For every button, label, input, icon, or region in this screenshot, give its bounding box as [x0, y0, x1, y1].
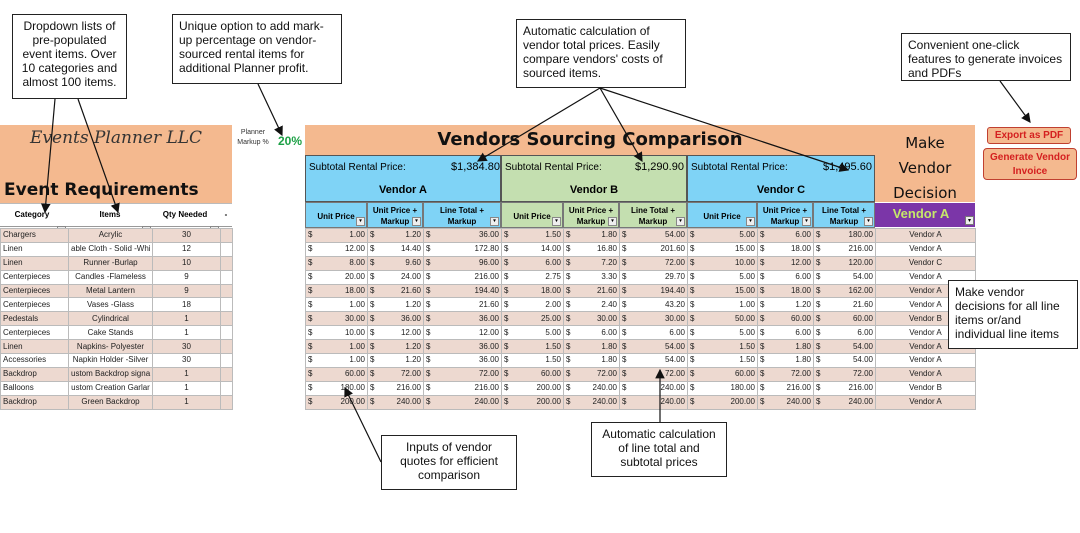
vendor-a-line-total-cell: $ 216.00 [424, 270, 502, 284]
item-cell[interactable]: Candles -Flameless [69, 270, 153, 284]
vendor-b-name: Vendor B [569, 184, 619, 196]
vendor-row [306, 354, 976, 368]
vendor-a-unit-price-cell[interactable]: $ 10.00 [306, 326, 368, 340]
vendor-row [306, 326, 976, 340]
item-cell[interactable]: Runner -Burlap [69, 256, 153, 270]
vendor-a-unit-markup-cell: $ 216.00 [368, 381, 424, 395]
requirement-row [1, 256, 233, 270]
vendor-c-subtotal: $1,495.60 [823, 161, 872, 173]
vendor-b-unit-markup-cell: $ 1.80 [564, 229, 620, 243]
qty-cell[interactable]: 18 [153, 298, 221, 312]
blank-cell [221, 312, 233, 326]
callout-inputs: Inputs of vendor quotes for efficient comparison [381, 435, 517, 490]
item-cell[interactable]: Napkin Holder -Silver [69, 354, 153, 368]
vendor-b-unit-markup-cell: $ 7.20 [564, 256, 620, 270]
vendor-a-unit-price-cell[interactable]: $ 1.00 [306, 229, 368, 243]
vendor-c-unit-markup-cell: $ 18.00 [758, 242, 814, 256]
vendor-b-line-total-cell: $ 72.00 [620, 256, 688, 270]
item-cell[interactable]: Cake Stands [69, 326, 153, 340]
requirement-row [1, 242, 233, 256]
vendor-a-line-total-cell: $ 21.60 [424, 298, 502, 312]
vendor-a-unit-markup-cell: $ 240.00 [368, 395, 424, 409]
vendor-c-unit-price-cell[interactable]: $ 50.00 [688, 312, 758, 326]
category-cell[interactable]: Centerpieces [1, 298, 69, 312]
requirements-table [0, 228, 233, 410]
blank-cell [221, 381, 233, 395]
vendor-b-unit-price-cell[interactable]: $ 18.00 [502, 284, 564, 298]
vendor-b-line-total-cell: $ 43.20 [620, 298, 688, 312]
qty-cell[interactable]: 1 [153, 367, 221, 381]
category-cell[interactable]: Centerpieces [1, 326, 69, 340]
blank-cell [221, 354, 233, 368]
vendor-a-unit-price-cell[interactable]: $ 200.00 [306, 395, 368, 409]
vendor-b-line-total-cell: $ 194.40 [620, 284, 688, 298]
vendor-b-unit-price-cell[interactable]: $ 200.00 [502, 381, 564, 395]
vendor-a-subtotal-label: Subtotal Rental Price: [309, 162, 406, 173]
item-cell[interactable]: Napkins- Polyester [69, 340, 153, 354]
vendor-b-subtotal-label: Subtotal Rental Price: [505, 162, 602, 173]
row-decision-select[interactable]: Vendor A [876, 354, 976, 368]
vendor-b-line-total-cell: $ 6.00 [620, 326, 688, 340]
vendor-b-line-total-cell: $ 54.00 [620, 354, 688, 368]
item-cell[interactable]: ustom Backdrop signa [69, 367, 153, 381]
vendor-a-line-total-cell: $ 72.00 [424, 367, 502, 381]
vendor-b-unit-price-cell[interactable]: $ 1.50 [502, 354, 564, 368]
filter-dropdown-icon[interactable]: ▾ [802, 217, 811, 226]
vendor-a-unit-price-cell[interactable]: $ 180.00 [306, 381, 368, 395]
vendor-c-line-total-cell: $ 6.00 [814, 326, 876, 340]
category-cell[interactable]: Backdrop [1, 367, 69, 381]
item-cell[interactable]: Vases -Glass [69, 298, 153, 312]
vendor-c-line-total-cell: $ 54.00 [814, 270, 876, 284]
row-decision-select[interactable]: Vendor B [876, 381, 976, 395]
vendor-a-unit-markup-cell: $ 1.20 [368, 354, 424, 368]
vendor-b-unit-markup-cell: $ 30.00 [564, 312, 620, 326]
item-cell[interactable]: able Cloth - Solid -Whi [69, 242, 153, 256]
vendor-b-line-total-cell: $ 30.00 [620, 312, 688, 326]
vendor-b-unit-price-cell[interactable]: $ 1.50 [502, 340, 564, 354]
vendor-a-line-total-cell: $ 96.00 [424, 256, 502, 270]
vendor-a-line-total-header: Line Total + Markup ▾ [423, 202, 501, 228]
vendor-c-unit-price-cell[interactable]: $ 5.00 [688, 229, 758, 243]
item-cell[interactable]: Green Backdrop [69, 395, 153, 409]
row-decision-select[interactable]: Vendor A [876, 326, 976, 340]
vendor-a-name: Vendor A [379, 184, 427, 196]
item-cell[interactable]: Metal Lantern [69, 284, 153, 298]
make-decision-label: Make Vendor Decision [893, 134, 957, 202]
callout-dropdown: Dropdown lists of pre-populated event items. Over 10 categories and almost 100 items. [12, 14, 127, 99]
vendor-a-unit-markup-cell: $ 1.20 [368, 229, 424, 243]
category-header[interactable]: Category [14, 210, 50, 219]
vendor-a-unit-price-cell[interactable]: $ 60.00 [306, 367, 368, 381]
vendor-b-line-total-cell: $ 54.00 [620, 229, 688, 243]
requirement-row [1, 284, 233, 298]
filter-dropdown-icon[interactable]: ▾ [356, 217, 365, 226]
vendor-b-unit-markup-header: Unit Price + Markup ▾ [563, 202, 619, 228]
vendor-b-line-total-cell: $ 240.00 [620, 381, 688, 395]
vendor-b-unit-price-cell[interactable]: $ 5.00 [502, 326, 564, 340]
qty-cell[interactable]: 1 [153, 381, 221, 395]
vendor-c-unit-price-cell[interactable]: $ 15.00 [688, 284, 758, 298]
vendor-a-unit-markup-cell: $ 36.00 [368, 312, 424, 326]
vendor-b-unit-price-header: Unit Price ▾ [501, 202, 563, 228]
vendor-c-unit-price-cell[interactable]: $ 10.00 [688, 256, 758, 270]
vendor-b-unit-markup-cell: $ 240.00 [564, 381, 620, 395]
arrow-to-buttons [1000, 81, 1030, 122]
vendor-b-line-total-cell: $ 54.00 [620, 340, 688, 354]
vendor-row [306, 395, 976, 409]
vendor-c-unit-price-header: Unit Price ▾ [687, 202, 757, 228]
vendor-c-line-total-cell: $ 54.00 [814, 340, 876, 354]
qty-cell[interactable]: 30 [153, 354, 221, 368]
qty-cell[interactable]: 1 [153, 326, 221, 340]
vendor-a-unit-price-cell[interactable]: $ 1.00 [306, 340, 368, 354]
vendor-b-line-total-cell: $ 72.00 [620, 367, 688, 381]
category-cell[interactable]: Linen [1, 340, 69, 354]
requirement-row [1, 340, 233, 354]
row-decision-select[interactable]: Vendor A [876, 298, 976, 312]
vendor-a-subtotal: $1,384.80 [451, 161, 500, 173]
qty-header[interactable]: Qty Needed [162, 210, 208, 219]
qty-cell[interactable]: 9 [153, 270, 221, 284]
blank-cell [221, 298, 233, 312]
vendor-c-unit-markup-cell: $ 18.00 [758, 284, 814, 298]
vendor-a-line-total-cell: $ 12.00 [424, 326, 502, 340]
vendor-b-line-total-header: Line Total + Markup ▾ [619, 202, 687, 228]
requirement-row [1, 270, 233, 284]
vendor-c-unit-markup-cell: $ 6.00 [758, 270, 814, 284]
vendor-c-unit-markup-cell: $ 72.00 [758, 367, 814, 381]
qty-cell[interactable]: 12 [153, 242, 221, 256]
vendor-b-unit-price-cell[interactable]: $ 2.00 [502, 298, 564, 312]
vendor-a-unit-markup-cell: $ 21.60 [368, 284, 424, 298]
vendor-c-line-total-header: Line Total + Markup ▾ [813, 202, 875, 228]
requirement-row [1, 395, 233, 409]
row-decision-select[interactable]: Vendor A [876, 367, 976, 381]
vendor-row [306, 284, 976, 298]
category-cell[interactable]: Linen [1, 242, 69, 256]
vendor-a-unit-markup-cell: $ 24.00 [368, 270, 424, 284]
qty-cell[interactable]: 1 [153, 395, 221, 409]
vendor-c-unit-markup-cell: $ 6.00 [758, 229, 814, 243]
blank-cell [221, 326, 233, 340]
blank-cell [221, 284, 233, 298]
vendor-b-line-total-cell: $ 201.60 [620, 242, 688, 256]
vendor-a-unit-price-cell[interactable]: $ 18.00 [306, 284, 368, 298]
callout-markup: Unique option to add mark-up percentage on vendor-sourced rental items for additional Planner profit. [172, 14, 342, 84]
vendor-a-unit-markup-cell: $ 9.60 [368, 256, 424, 270]
qty-cell[interactable]: 10 [153, 256, 221, 270]
category-cell[interactable]: Pedestals [1, 312, 69, 326]
callout-vendor-decision: Make vendor decisions for all line items or/and individual line items [948, 280, 1078, 349]
vendor-c-unit-price-cell[interactable]: $ 1.50 [688, 354, 758, 368]
vendor-b-unit-price-cell[interactable]: $ 1.50 [502, 229, 564, 243]
vendor-c-unit-markup-cell: $ 1.80 [758, 354, 814, 368]
generate-invoice-button[interactable]: Generate Vendor Invoice [983, 148, 1077, 180]
vendor-row [306, 340, 976, 354]
vendor-b-line-total-cell: $ 240.00 [620, 395, 688, 409]
vendor-c-unit-price-cell[interactable]: $ 180.00 [688, 381, 758, 395]
filter-dropdown-icon[interactable]: ▾ [412, 217, 421, 226]
vendor-c-unit-price-cell[interactable]: $ 60.00 [688, 367, 758, 381]
vendor-b-unit-price-cell[interactable]: $ 14.00 [502, 242, 564, 256]
vendor-c-line-total-cell: $ 120.00 [814, 256, 876, 270]
filter-dropdown-icon[interactable]: ▾ [490, 217, 499, 226]
export-pdf-button[interactable]: Export as PDF [987, 127, 1071, 144]
vendor-b-subtotal: $1,290.90 [635, 161, 684, 173]
vendor-b-unit-markup-cell: $ 1.80 [564, 354, 620, 368]
vendor-c-line-total-cell: $ 216.00 [814, 381, 876, 395]
vendor-b-unit-markup-cell: $ 240.00 [564, 395, 620, 409]
vendor-a-unit-price-cell[interactable]: $ 8.00 [306, 256, 368, 270]
vendor-a-line-total-cell: $ 36.00 [424, 229, 502, 243]
blank-cell [221, 270, 233, 284]
vendor-c-line-total-cell: $ 240.00 [814, 395, 876, 409]
requirement-row [1, 312, 233, 326]
vendor-b-unit-price-cell[interactable]: $ 2.75 [502, 270, 564, 284]
row-decision-select[interactable]: Vendor A [876, 284, 976, 298]
vendor-a-unit-price-cell[interactable]: $ 30.00 [306, 312, 368, 326]
blank-cell [221, 256, 233, 270]
dash-header: - [224, 210, 228, 219]
vendor-quotes-table [305, 228, 976, 410]
vendor-c-unit-price-cell[interactable]: $ 5.00 [688, 326, 758, 340]
category-cell[interactable]: Backdrop [1, 395, 69, 409]
item-cell[interactable]: ustom Creation Garlar [69, 381, 153, 395]
global-decision-dropdown-icon[interactable]: ▾ [965, 216, 974, 225]
qty-cell[interactable]: 1 [153, 312, 221, 326]
vendor-a-line-total-cell: $ 36.00 [424, 340, 502, 354]
requirement-row [1, 381, 233, 395]
blank-cell [221, 395, 233, 409]
row-decision-select[interactable]: Vendor A [876, 242, 976, 256]
vendor-b-unit-markup-cell: $ 1.80 [564, 340, 620, 354]
vendor-c-unit-markup-cell: $ 1.80 [758, 340, 814, 354]
vendor-a-line-total-cell: $ 36.00 [424, 354, 502, 368]
vendor-c-unit-price-cell[interactable]: $ 1.50 [688, 340, 758, 354]
category-cell[interactable]: Linen [1, 256, 69, 270]
row-decision-select[interactable]: Vendor A [876, 270, 976, 284]
vendor-a-line-total-cell: $ 172.80 [424, 242, 502, 256]
vendor-row [306, 298, 976, 312]
category-cell[interactable]: Centerpieces [1, 270, 69, 284]
vendor-a-unit-price-cell[interactable]: $ 12.00 [306, 242, 368, 256]
vendor-b-unit-price-cell[interactable]: $ 6.00 [502, 256, 564, 270]
company-name: Events Planner LLC [30, 128, 203, 148]
vendor-b-unit-markup-cell: $ 3.30 [564, 270, 620, 284]
requirement-row [1, 298, 233, 312]
row-decision-select[interactable]: Vendor C [876, 256, 976, 270]
row-decision-select[interactable]: Vendor B [876, 312, 976, 326]
qty-cell[interactable]: 30 [153, 229, 221, 243]
blank-cell [221, 340, 233, 354]
row-decision-select[interactable]: Vendor A [876, 229, 976, 243]
filter-dropdown-icon[interactable]: ▾ [676, 217, 685, 226]
vendor-row [306, 270, 976, 284]
filter-dropdown-icon[interactable]: ▾ [746, 217, 755, 226]
global-decision-value: Vendor A [892, 206, 950, 221]
vendor-c-unit-price-cell[interactable]: $ 5.00 [688, 270, 758, 284]
vendor-c-unit-markup-cell: $ 216.00 [758, 381, 814, 395]
vendor-c-line-total-cell: $ 72.00 [814, 367, 876, 381]
planner-markup-value[interactable]: 20% [278, 134, 303, 148]
filter-dropdown-icon[interactable]: ▾ [864, 217, 873, 226]
vendor-a-line-total-cell: $ 240.00 [424, 395, 502, 409]
qty-cell[interactable]: 30 [153, 340, 221, 354]
vendor-a-unit-markup-cell: $ 1.20 [368, 298, 424, 312]
vendor-b-line-total-cell: $ 29.70 [620, 270, 688, 284]
vendor-c-line-total-cell: $ 21.60 [814, 298, 876, 312]
vendor-row [306, 367, 976, 381]
vendor-c-unit-markup-cell: $ 6.00 [758, 326, 814, 340]
requirement-row [1, 367, 233, 381]
category-cell[interactable]: Chargers [1, 229, 69, 243]
category-cell[interactable]: Accessories [1, 354, 69, 368]
vendor-a-unit-price-cell[interactable]: $ 1.00 [306, 354, 368, 368]
callout-line-total: Automatic calculation of line total and subtotal prices [591, 422, 727, 477]
vendor-c-subtotal-label: Subtotal Rental Price: [691, 162, 788, 173]
vendor-b-unit-markup-cell: $ 16.80 [564, 242, 620, 256]
vendor-a-unit-price-cell[interactable]: $ 20.00 [306, 270, 368, 284]
filter-dropdown-icon[interactable]: ▾ [552, 217, 561, 226]
vendor-a-line-total-cell: $ 36.00 [424, 312, 502, 326]
vendor-c-line-total-cell: $ 162.00 [814, 284, 876, 298]
vendor-c-unit-markup-cell: $ 60.00 [758, 312, 814, 326]
vendor-a-line-total-cell: $ 194.40 [424, 284, 502, 298]
vendor-c-unit-markup-cell: $ 12.00 [758, 256, 814, 270]
requirement-row [1, 229, 233, 243]
vendor-c-name: Vendor C [756, 184, 806, 196]
vendor-c-line-total-cell: $ 60.00 [814, 312, 876, 326]
vendor-c-unit-price-cell[interactable]: $ 200.00 [688, 395, 758, 409]
category-cell[interactable]: Balloons [1, 381, 69, 395]
row-decision-select[interactable]: Vendor A [876, 395, 976, 409]
vendor-a-line-total-cell: $ 216.00 [424, 381, 502, 395]
vendor-c-line-total-cell: $ 216.00 [814, 242, 876, 256]
blank-cell [221, 229, 233, 243]
vendor-b-unit-price-cell[interactable]: $ 60.00 [502, 367, 564, 381]
vendor-c-unit-markup-cell: $ 1.20 [758, 298, 814, 312]
vendor-a-unit-markup-cell: $ 1.20 [368, 340, 424, 354]
qty-cell[interactable]: 9 [153, 284, 221, 298]
filter-dropdown-icon[interactable]: ▾ [608, 217, 617, 226]
vendor-a-unit-markup-cell: $ 12.00 [368, 326, 424, 340]
vendor-b-unit-markup-cell: $ 21.60 [564, 284, 620, 298]
vendor-c-unit-markup-cell: $ 240.00 [758, 395, 814, 409]
requirement-row [1, 326, 233, 340]
vendor-a-unit-markup-cell: $ 72.00 [368, 367, 424, 381]
vendor-row [306, 242, 976, 256]
vendor-a-unit-price-header: Unit Price ▾ [305, 202, 367, 228]
vendor-a-unit-markup-cell: $ 14.40 [368, 242, 424, 256]
planner-markup-label: Planner Markup % [237, 129, 269, 146]
vendor-row [306, 256, 976, 270]
row-decision-select[interactable]: Vendor A [876, 340, 976, 354]
blank-cell [221, 242, 233, 256]
vendor-b-unit-price-cell[interactable]: $ 25.00 [502, 312, 564, 326]
item-cell[interactable]: Acrylic [69, 229, 153, 243]
vendor-a-unit-price-cell[interactable]: $ 1.00 [306, 298, 368, 312]
item-cell[interactable]: Cylindrical [69, 312, 153, 326]
blank-cell [221, 367, 233, 381]
vendor-row [306, 381, 976, 395]
vendor-c-unit-price-cell[interactable]: $ 15.00 [688, 242, 758, 256]
vendor-c-line-total-cell: $ 180.00 [814, 229, 876, 243]
vendor-b-unit-markup-cell: $ 6.00 [564, 326, 620, 340]
vendor-b-unit-price-cell[interactable]: $ 200.00 [502, 395, 564, 409]
vendor-c-unit-markup-header: Unit Price + Markup ▾ [757, 202, 813, 228]
event-requirements-heading: Event Requirements [4, 180, 199, 200]
vendor-c-unit-price-cell[interactable]: $ 1.00 [688, 298, 758, 312]
page-title: Vendors Sourcing Comparison [437, 129, 743, 150]
vendor-c-line-total-cell: $ 54.00 [814, 354, 876, 368]
vendor-a-unit-markup-header: Unit Price + Markup ▾ [367, 202, 423, 228]
callout-auto-calc: Automatic calculation of vendor total prices. Easily compare vendors' costs of sourced items. [516, 19, 686, 88]
vendor-b-unit-markup-cell: $ 2.40 [564, 298, 620, 312]
category-cell[interactable]: Centerpieces [1, 284, 69, 298]
vendor-row [306, 229, 976, 243]
vendor-row [306, 312, 976, 326]
requirement-row [1, 354, 233, 368]
callout-one-click: Convenient one-click features to generate invoices and PDFs [901, 33, 1071, 81]
vendor-b-unit-markup-cell: $ 72.00 [564, 367, 620, 381]
items-header[interactable]: Items [99, 210, 121, 219]
